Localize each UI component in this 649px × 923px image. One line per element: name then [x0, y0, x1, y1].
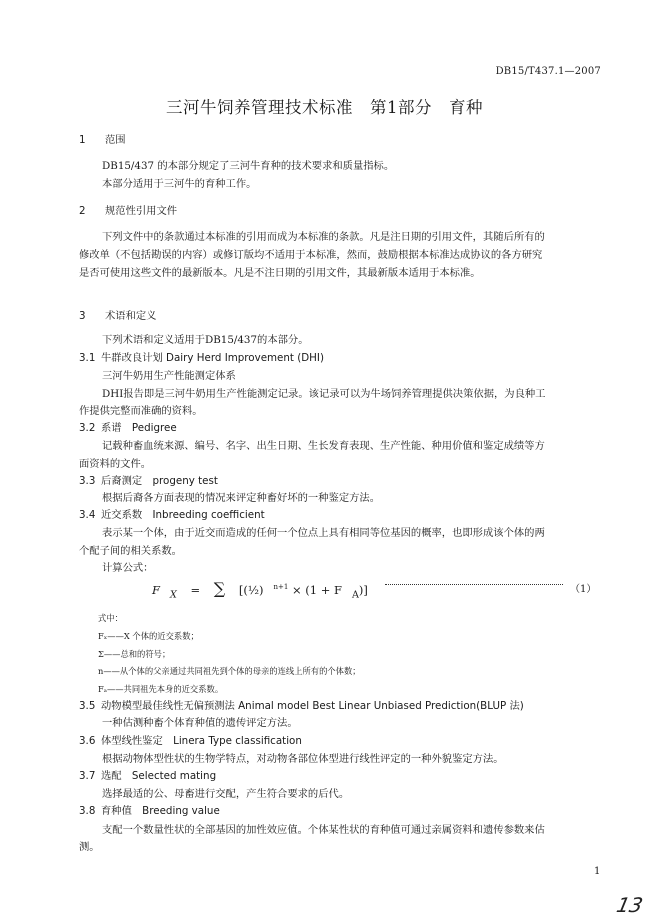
- paragraph-line: 记载种畜血统来源、编号、名字、出生日期、生长发育表现、生产性能、种用价值和鉴定成绩等方: [102, 440, 545, 452]
- paragraph: 本部分适用于三河牛的育种工作。: [102, 178, 257, 190]
- term-subtitle: 三河牛奶用生产性能测定体系: [102, 370, 236, 382]
- paragraph-line: 面资料的文件。: [79, 458, 152, 470]
- variable-definition: Fₐ——共同祖先本身的近交系数。: [98, 684, 224, 694]
- term-title: 牛群改良计划 Dairy Herd Improvement (DHI): [101, 352, 324, 364]
- formula-equals: =: [190, 583, 201, 597]
- paragraph-line: 表示某一个体，由于近交而造成的任何一个位点上具有相同等位基因的概率，也即形成该个体的两: [102, 527, 545, 539]
- standard-code: DB15/T437.1—2007: [495, 66, 601, 77]
- section-number: 3: [79, 310, 86, 322]
- paragraph-line: 修改单（不包括勘误的内容）或修订版均不适用于本标准，然而，鼓励根据本标准达成协议的各方研究: [79, 249, 543, 261]
- section-2-heading: [79, 204, 603, 218]
- term-title: 体型线性鉴定 Linera Type classification: [101, 735, 302, 747]
- paragraph-line: 下列文件中的条款通过本标准的引用而成为本标准的条款。凡是注日期的引用文件，其随后所有的: [102, 231, 545, 243]
- section-title: 范围: [105, 134, 126, 146]
- paragraph-line: 是否可使用这些文件的最新版本。凡是不注日期的引用文件，其最新版本适用于本标准。: [79, 267, 481, 279]
- term-title: 近交系数 Inbreeding coefficient: [101, 509, 265, 521]
- variable-definition: Σ——总和的符号；: [98, 649, 171, 659]
- section-3-heading: [79, 309, 603, 323]
- term-3-7: [79, 769, 603, 783]
- inbreeding-formula: [152, 579, 388, 600]
- paragraph-line: 测。: [79, 841, 100, 853]
- term-number: 3.2: [79, 422, 96, 434]
- paragraph: 下列术语和定义适用于DB15/437的本部分。: [102, 334, 309, 346]
- paragraph-line: 根据动物体型性状的生物学特点，对动物各部位体型进行线性评定的一种外貌鉴定方法。: [102, 753, 504, 765]
- section-number: 2: [79, 205, 86, 217]
- section-title: 术语和定义: [105, 310, 157, 322]
- formula-lhs: F $_X$: [152, 583, 177, 601]
- paragraph-line: 支配一个数量性状的全部基因的加性效应值。个体某性状的育种值可通过亲属资料和遗传参数来估: [102, 824, 545, 836]
- paragraph-line: 个配子间的相关系数。: [79, 545, 182, 557]
- term-3-6: [79, 734, 603, 748]
- paragraph-line: 选择最适的公、母畜进行交配，产生符合要求的后代。: [102, 788, 350, 800]
- term-3-3: [79, 474, 603, 488]
- equation-number: （1）: [570, 584, 597, 595]
- variable-definition: n——从个体的父亲通过共同祖先到个体的母亲的连线上所有的个体数；: [98, 666, 361, 676]
- paragraph-line: 一种估测种畜个体育种值的遗传评定方法。: [102, 717, 298, 729]
- term-number: 3.3: [79, 475, 96, 487]
- formula-body: [(½) $^{n+1}$ × (1 + F $_A$)]: [238, 583, 368, 601]
- term-number: 3.7: [79, 770, 96, 782]
- document-title: 三河牛饲养管理技术标准 第1部分 育种: [166, 98, 483, 117]
- handwritten-annotation: 13: [614, 893, 646, 917]
- term-number: 3.4: [79, 509, 96, 521]
- term-number: 3.1: [79, 352, 96, 364]
- section-number: 1: [79, 134, 86, 146]
- term-title: 系谱 Pedigree: [101, 422, 177, 434]
- paragraph-line: 根据后裔各方面表现的情况来评定种畜好坏的一种鉴定方法。: [102, 492, 381, 504]
- page-number: 1: [594, 866, 601, 877]
- term-title: 育种值 Breeding value: [101, 805, 220, 817]
- where-label: 式中：: [98, 613, 123, 623]
- term-number: 3.5: [79, 700, 96, 712]
- paragraph: DB15/437 的本部分规定了三河牛育种的技术要求和质量指标。: [102, 160, 395, 172]
- paragraph-line: 作提供完整而准确的资料。: [79, 405, 203, 417]
- section-1-heading: [79, 133, 603, 147]
- section-title: 规范性引用文件: [105, 205, 178, 217]
- term-title: 动物模型最佳线性无偏预测法 Animal model Best Linear Unbiased Prediction(BLUP 法): [101, 700, 524, 712]
- term-3-1: [79, 351, 603, 365]
- term-3-4: [79, 508, 603, 522]
- formula-intro: 计算公式：: [102, 562, 154, 574]
- term-number: 3.8: [79, 805, 96, 817]
- term-3-5: [79, 699, 603, 713]
- leader-dots: [385, 584, 563, 585]
- variable-definition: Fₓ——X 个体的近交系数；: [98, 631, 199, 641]
- term-title: 后裔测定 progeny test: [101, 475, 218, 487]
- term-title: 选配 Selected mating: [101, 770, 217, 782]
- term-number: 3.6: [79, 735, 96, 747]
- term-3-8: [79, 804, 603, 818]
- paragraph-line: DHI报告即是三河牛奶用生产性能测定记录。该记录可以为牛场饲养管理提供决策依据，为良种工: [102, 388, 546, 400]
- sum-symbol: ∑: [213, 579, 226, 598]
- term-3-2: [79, 421, 603, 435]
